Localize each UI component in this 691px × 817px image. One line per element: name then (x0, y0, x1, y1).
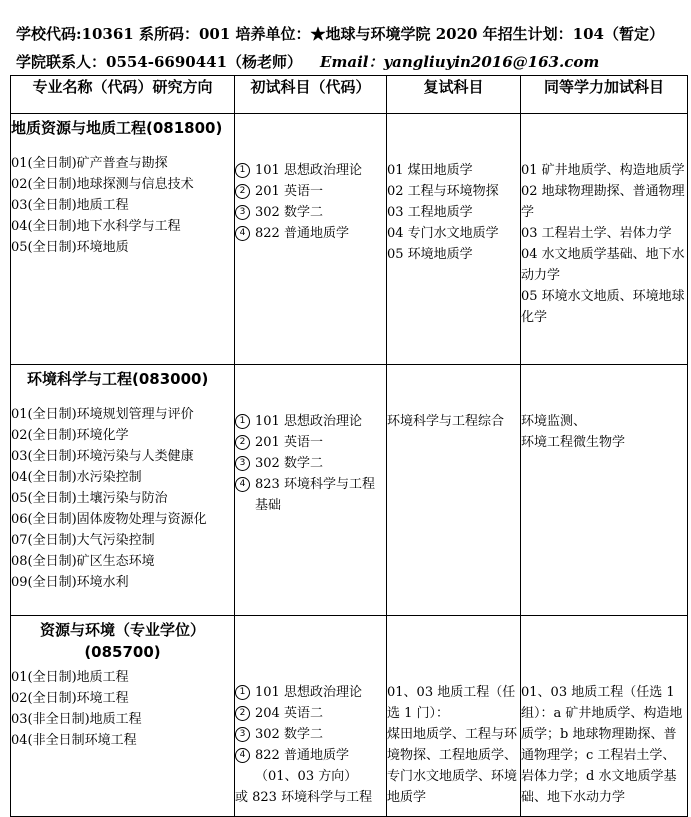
circled-number-icon: 4 (235, 477, 250, 492)
table-row (11, 114, 688, 365)
retest-cell (387, 114, 521, 365)
major-code: (085700) (84, 643, 161, 661)
circled-number-icon: 3 (235, 456, 250, 471)
table-header-row (11, 76, 688, 114)
list-item: 2 201 英语一 (235, 432, 386, 453)
list-item: 1 101 思想政治理论 (235, 160, 386, 181)
table-row (11, 616, 688, 817)
circled-number-icon: 4 (235, 748, 250, 763)
table-row (11, 365, 688, 616)
exam-list (235, 682, 386, 808)
list-item: 07(全日制)大气污染控制 (11, 533, 155, 548)
column-header-extra: 同等学力加试科目 (521, 76, 688, 114)
list-item: 01、03 地质工程（任选 1 门）： (387, 685, 516, 721)
list-item: 环境监测、 (521, 414, 587, 429)
circled-number-icon: 2 (235, 435, 250, 450)
list-item: 01 煤田地质学 (387, 163, 473, 178)
list-item: 01、03 地质工程（任选 1 组）：a 矿井地质学、构造地质学；b 地球物理勘探、普通物理学；c 工程岩土学、岩体力学；d 水文地质学基础、地下水动力学 (521, 685, 683, 805)
list-item: 4 822 普通地质学（01、03 方向） (235, 745, 386, 787)
header-line-1: 学校代码:10361 系所码：001 培养单位：★地球与环境学院 2020 年招生计划：104（暂定） (16, 25, 664, 43)
list-item: 或 823 环境科学与工程 (235, 790, 373, 805)
list-item: 2 204 英语二 (235, 703, 386, 724)
direction-list (11, 153, 234, 258)
list-item: 04 水文地质学基础、地下水动力学 (521, 247, 685, 283)
list-item: 03(全日制)地质工程 (11, 198, 129, 213)
list-item: 04 专门水文地质学 (387, 226, 499, 241)
list-item: 4 823 环境科学与工程基础 (235, 474, 386, 516)
list-item: 05(全日制)土壤污染与防治 (11, 491, 168, 506)
list-item: 01(全日制)环境规划管理与评价 (11, 407, 194, 422)
extra-cell (521, 616, 688, 817)
list-item: 06(全日制)固体废物处理与资源化 (11, 512, 207, 527)
circled-number-icon: 2 (235, 184, 250, 199)
exam-cell (235, 616, 387, 817)
column-header-retest: 复试科目 (387, 76, 521, 114)
circled-number-icon: 3 (235, 205, 250, 220)
major-cell (11, 365, 235, 616)
circled-number-icon: 3 (235, 727, 250, 742)
circled-number-icon: 1 (235, 414, 250, 429)
list-item: 05 环境水文地质、环境地球化学 (521, 289, 685, 325)
list-item: 05 环境地质学 (387, 247, 473, 262)
major-title: 地质资源与地质工程(081800) (11, 119, 223, 137)
list-item: 02 工程与环境物探 (387, 184, 499, 199)
column-header-major: 专业名称（代码）研究方向 (11, 76, 235, 114)
list-item: 1 101 思想政治理论 (235, 411, 386, 432)
exam-list (235, 411, 386, 516)
list-item: 环境工程微生物学 (521, 435, 626, 450)
retest-cell (387, 616, 521, 817)
circled-number-icon: 2 (235, 706, 250, 721)
list-item: 02(全日制)环境化学 (11, 428, 129, 443)
extra-cell (521, 114, 688, 365)
list-item: 02 地球物理勘探、普通物理学 (521, 184, 685, 220)
column-header-exam: 初试科目（代码） (235, 76, 387, 114)
list-item: 03 工程岩土学、岩体力学 (521, 226, 672, 241)
extra-cell (521, 365, 688, 616)
enrollment-table (10, 75, 688, 817)
list-item: 4 822 普通地质学 (235, 223, 386, 244)
exam-cell (235, 114, 387, 365)
list-item: 04(非全日制环境工程 (11, 733, 137, 748)
list-item: 09(全日制)环境水利 (11, 575, 129, 590)
list-item: 2 201 英语一 (235, 181, 386, 202)
list-item: 03(非全日制)地质工程 (11, 712, 142, 727)
list-item: 04(全日制)水污染控制 (11, 470, 142, 485)
list-item: 02(全日制)环境工程 (11, 691, 129, 706)
major-title: 环境科学与工程(083000) (27, 370, 209, 388)
circled-number-icon: 1 (235, 685, 250, 700)
header-line-2 (16, 51, 599, 72)
circled-number-icon: 4 (235, 226, 250, 241)
list-item: 环境科学与工程综合 (387, 414, 505, 429)
list-item: 02(全日制)地球探测与信息技术 (11, 177, 194, 192)
list-item: 3 302 数学二 (235, 453, 386, 474)
major-cell (11, 114, 235, 365)
list-item: 3 302 数学二 (235, 724, 386, 745)
list-item: 煤田地质学、工程与环境物探、工程地质学、专门水文地质学、环境地质学 (387, 727, 518, 805)
major-cell (11, 616, 235, 817)
list-item: 04(全日制)地下水科学与工程 (11, 219, 181, 234)
contact-email: Email：yangliuyin2016@163.com (320, 53, 600, 71)
list-item: 01 矿井地质学、构造地质学 (521, 163, 685, 178)
list-item: 3 302 数学二 (235, 202, 386, 223)
major-title: 资源与环境（专业学位） (085700) (11, 619, 234, 663)
list-item: 03(全日制)环境污染与人类健康 (11, 449, 194, 464)
exam-list (235, 160, 386, 244)
exam-cell (235, 365, 387, 616)
list-item: 1 101 思想政治理论 (235, 682, 386, 703)
list-item: 05(全日制)环境地质 (11, 240, 129, 255)
circled-number-icon: 1 (235, 163, 250, 178)
direction-list (11, 667, 234, 751)
list-item: 03 工程地质学 (387, 205, 473, 220)
list-item: 01(全日制)矿产普查与勘探 (11, 156, 168, 171)
list-item: 08(全日制)矿区生态环境 (11, 554, 155, 569)
retest-cell (387, 365, 521, 616)
direction-list (11, 404, 234, 593)
contact-person: 学院联系人：0554-6690441（杨老师） (16, 53, 303, 71)
list-item: 01(全日制)地质工程 (11, 670, 129, 685)
